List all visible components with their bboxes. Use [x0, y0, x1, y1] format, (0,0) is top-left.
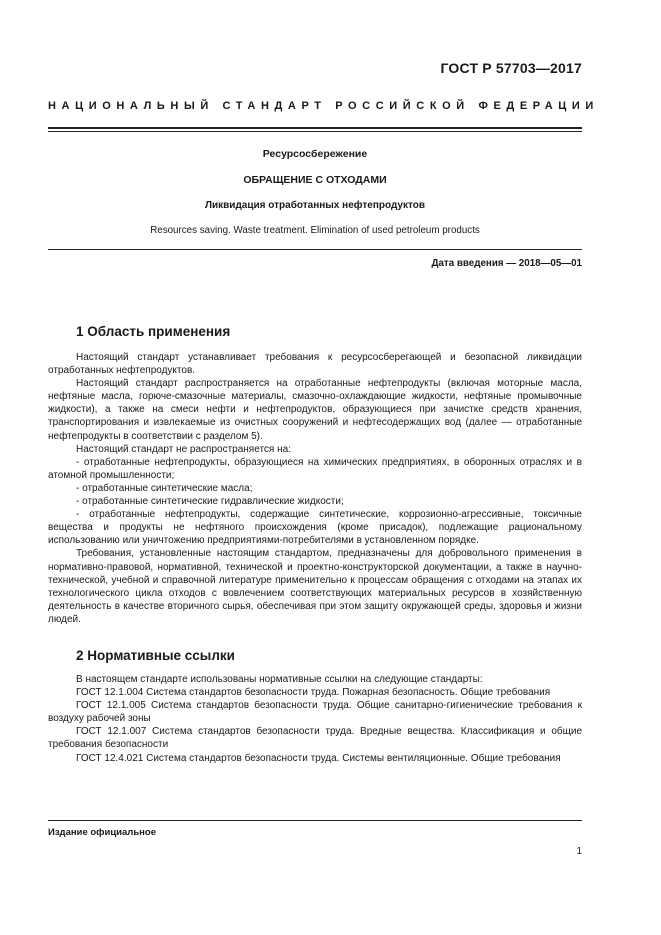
- title-main: ОБРАЩЕНИЕ С ОТХОДАМИ: [243, 174, 387, 186]
- section-2-heading: 2 Нормативные ссылки: [76, 648, 235, 663]
- title-english: Resources saving. Waste treatment. Elimination of used petroleum products: [150, 225, 480, 236]
- section-1-body: [48, 351, 582, 626]
- section-1-heading: 1 Область применения: [76, 324, 231, 339]
- paragraph: Настоящий стандарт устанавливает требования к ресурсосберегающей и безопасной ликвидации отработанных нефтепродуктов.: [48, 352, 582, 377]
- title-kind: Ресурсосбережение: [262, 148, 368, 160]
- reference-item: ГОСТ 12.1.005 Система стандартов безопасности труда. Общие санитарно-гигиенические требования к воздуху рабочей зоны: [48, 700, 582, 725]
- header-rule-thin: [48, 131, 582, 132]
- page-number: 1: [576, 846, 582, 857]
- footer-rule: [48, 820, 582, 821]
- document-code: ГОСТ Р 57703—2017: [440, 60, 582, 76]
- paragraph: Настоящий стандарт не распространяется на:: [76, 443, 291, 455]
- reference-item: ГОСТ 12.1.007 Система стандартов безопасности труда. Вредные вещества. Классификация и общие требования безопасности: [48, 726, 582, 751]
- paragraph: В настоящем стандарте использованы нормативные ссылки на следующие стандарты:: [76, 674, 483, 685]
- edition-label: Издание официальное: [48, 827, 156, 838]
- list-item: - отработанные нефтепродукты, образующиеся на химических предприятиях, в оборонных отраслях и в атомной промышленности;: [48, 456, 582, 481]
- title-subtitle: Ликвидация отработанных нефтепродуктов: [204, 200, 426, 211]
- list-item: - отработанные нефтепродукты, содержащие синтетические, коррозионно-агрессивные, токсичные вещества и продукты не нефтяного происхождения (кроме присадок), подлежащие рациональному использованию или уничтожению предприятиями-потребителями в установленном порядке.: [48, 509, 582, 547]
- paragraph: Настоящий стандарт распространяется на отработанные нефтепродукты (включая моторные масла, нефтяные масла, горюче-смазочные материалы, смазочно-охлаждающие жидкости, нефтяные промывочные жидкости), а также на смеси нефти и нефтепродуктов, образующиеся при зачистке средств хранения, транспортирования и извлекаемые из очистных сооружений и нефтесодержащих вод (далее — отработанные нефтепродукты в соответствии с разделом 5).: [48, 378, 582, 442]
- intro-date: Дата введения — 2018—05—01: [431, 258, 582, 269]
- title-rule: [48, 249, 582, 250]
- national-standard-banner: НАЦИОНАЛЬНЫЙ СТАНДАРТ РОССИЙСКОЙ ФЕДЕРАЦИИ: [48, 100, 599, 112]
- list-item: - отработанные синтетические масла;: [76, 482, 253, 494]
- list-item: - отработанные синтетические гидравлические жидкости;: [76, 496, 344, 508]
- reference-item: ГОСТ 12.1.004 Система стандартов безопасности труда. Пожарная безопасность. Общие требования: [76, 687, 551, 699]
- section-2-body: [48, 673, 582, 765]
- header-rule-thick: [48, 127, 582, 129]
- reference-item: ГОСТ 12.4.021 Система стандартов безопасности труда. Системы вентиляционные. Общие требования: [76, 752, 561, 764]
- paragraph: Требования, установленные настоящим стандартом, предназначены для добровольного применения в нормативно-правовой, нормативной, технической и проектно-конструкторской документации, а также в научно-технической, учебной и справочной литературе применительно к процессам обращения с отходами на этапах их технологического цикла отходов с вовлечением соответствующих материальных ресурсов в хозяйственную деятельность в качестве вторичного сырья, обеспечивая при этом защиту окружающей среды, здоровья и жизни людей.: [48, 548, 582, 625]
